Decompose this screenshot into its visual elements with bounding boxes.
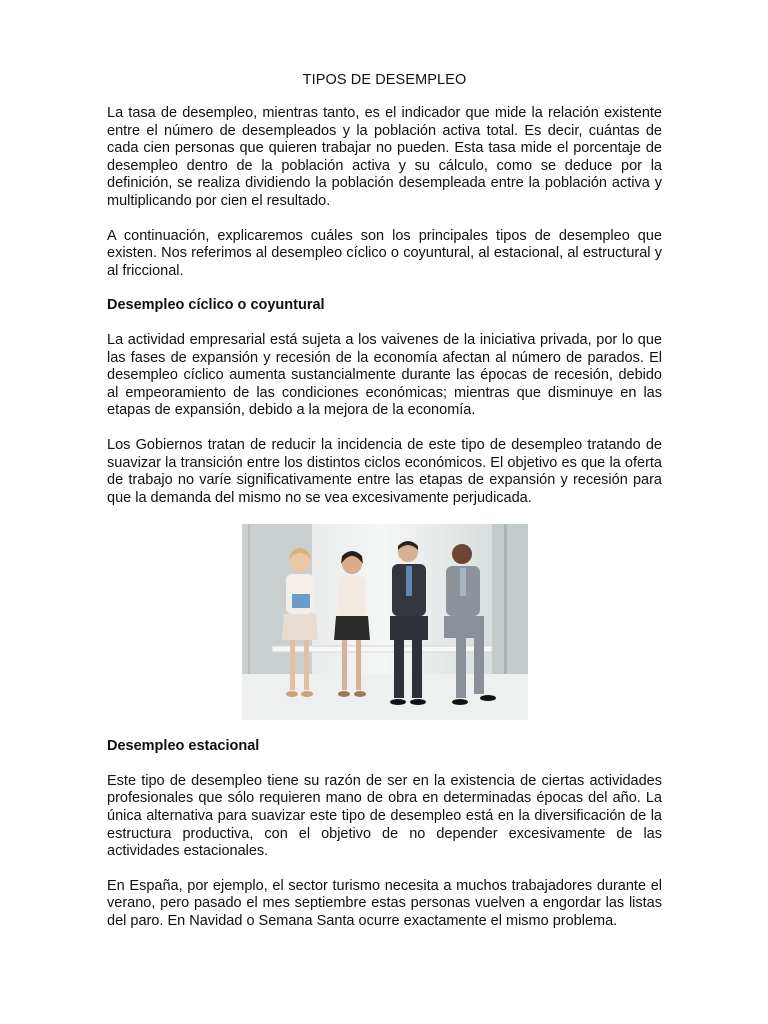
- job-candidates-illustration: [242, 524, 528, 720]
- estacional-paragraph-2: En España, por ejemplo, el sector turismo necesita a muchos trabajadores durante el verano, pero pasado el mes septiembre estas personas vuelven a engordar las listas del paro. En Navidad o Semana Santa ocurre exactamente el mismo problema.: [107, 877, 662, 930]
- intro-paragraph-1: La tasa de desempleo, mientras tanto, es el indicador que mide la relación existente entre el número de desempleados y la población activa total. Es decir, cuántas de cada cien personas que quieren trabajar no pueden. Esta tasa mide el porcentaje de desempleo dentro de la población activa y su cálculo, como se deduce por la definición, se realiza dividiendo la población desempleada entre la población activa y multiplicando por cien el resultado.: [107, 105, 662, 209]
- estacional-paragraph-1: Este tipo de desempleo tiene su razón de ser en la existencia de ciertas actividades profesionales que sólo requieren mano de obra en determinadas épocas del año. La única alternativa para suavizar este tipo de desempleo está en la diversificación de la estructura productiva, con el objetivo de no depender excesivamente de las actividades estacionales.: [107, 772, 662, 860]
- ciclico-paragraph-2: Los Gobiernos tratan de reducir la incidencia de este tipo de desempleo tratando de suavizar la transición entre los distintos ciclos económicos. El objetivo es que la oferta de trabajo no varíe significativamente entre las etapas de expansión y recesión para que la demanda del mismo no se vea excesivamente perjudicada.: [107, 436, 662, 506]
- section-heading-estacional: Desempleo estacional: [107, 738, 260, 755]
- document-page: [107, 72, 662, 948]
- section-heading-ciclico: Desempleo cíclico o coyuntural: [107, 297, 325, 314]
- intro-paragraph-2: A continuación, explicaremos cuáles son los principales tipos de desempleo que existen. Nos referimos al desempleo cíclico o coyuntural, al estacional, al estructural y al friccional.: [107, 227, 662, 279]
- job-candidates-photo: [242, 524, 528, 720]
- ciclico-paragraph-1: La actividad empresarial está sujeta a los vaivenes de la iniciativa privada, por lo que las fases de expansión y recesión de la economía afectan al número de parados. El desempleo cíclico aumenta sustancialmente durante las épocas de recesión, debido al empeoramiento de las condiciones económicas; mientras que disminuye en las etapas de expansión, debido a la mejora de la economía.: [107, 331, 662, 419]
- document-title: TIPOS DE DESEMPLEO: [302, 72, 467, 88]
